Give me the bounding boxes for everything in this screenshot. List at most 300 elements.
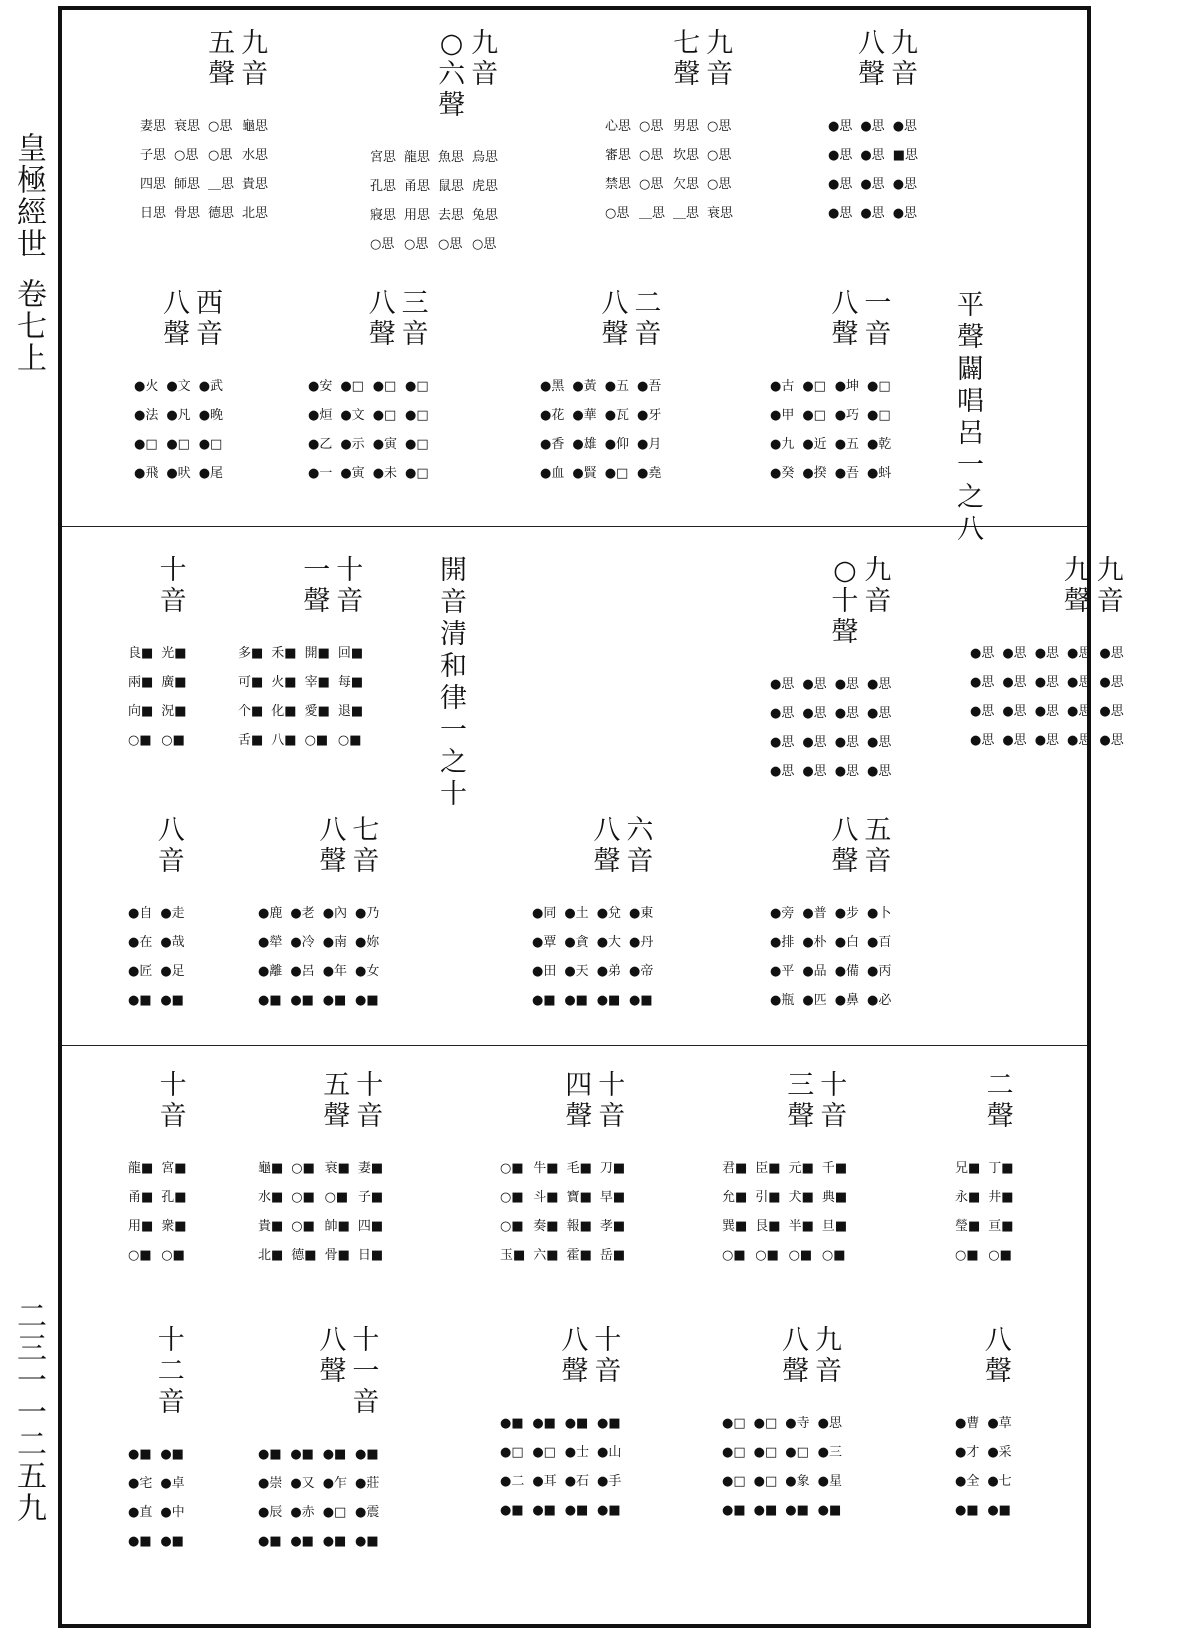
syllable-cell: 瑩■: [955, 1219, 981, 1234]
syllable-cell: 亘■: [988, 1219, 1014, 1234]
syllable-cell: ●仰: [604, 437, 630, 452]
syllable-cell: 丁■: [988, 1161, 1014, 1176]
heading-column: [831, 555, 858, 648]
cell-column: [802, 899, 826, 1015]
syllable-cell: ●□: [405, 437, 429, 452]
syllable-cell: ●五: [834, 437, 860, 452]
syllable-cell: ●一: [308, 466, 333, 481]
syllable-cell: ●思: [970, 733, 995, 748]
cell-column: [600, 1154, 625, 1270]
syllable-cell: ●□: [322, 1505, 347, 1520]
cell-column: [893, 112, 918, 228]
cell-column: [770, 670, 794, 786]
syllable-cell: ○思: [370, 237, 395, 252]
syllable-cell: ●思: [1002, 646, 1027, 661]
heading-char: 音: [820, 1101, 848, 1132]
syllable-cell: 宮思: [370, 150, 397, 165]
syllable-cell: ●思: [892, 119, 918, 134]
syllable-cell: ●年: [322, 964, 348, 979]
syllable-cell: ●賢: [572, 466, 597, 481]
heading-column: [782, 1325, 809, 1387]
syllable-cell: ●思: [802, 677, 827, 692]
syllable-cell: 八■: [271, 733, 297, 748]
syllable-cell: ●丙: [867, 964, 892, 979]
syllable-cell: ●乍: [322, 1476, 348, 1491]
syllable-cell: ●■: [322, 1447, 347, 1462]
block-heading: [120, 1325, 185, 1418]
syllable-cell: 退■: [337, 704, 364, 719]
syllable-cell: ●□: [500, 1445, 524, 1460]
block-heading: [250, 815, 379, 877]
syllable-cell: ●思: [802, 764, 827, 779]
syllable-cell: ●□: [372, 408, 397, 423]
syllable-cell: 光■: [161, 646, 187, 661]
syllable-cell: ●乙: [308, 437, 333, 452]
syllable-cell: ○思: [639, 119, 664, 134]
heading-char: 十: [159, 555, 187, 586]
syllable-cell: 龜思: [242, 119, 269, 134]
heading-char: 聲: [565, 1101, 593, 1132]
syllable-cell: ●安: [308, 379, 333, 394]
syllable-cell: ●寅: [372, 437, 398, 452]
heading-char: 八: [984, 1325, 1012, 1356]
cell-column: [208, 112, 234, 228]
syllable-cell: ●思: [1067, 704, 1092, 719]
syllable-cell: ●思: [892, 177, 918, 192]
cell-column: [867, 670, 891, 786]
heading-column: [831, 288, 858, 350]
syllable-cell: ●呂: [290, 964, 315, 979]
syllable-cell: ●普: [802, 906, 827, 921]
syllable-cell: 千■: [821, 1161, 848, 1176]
block-heading: [962, 555, 1124, 617]
heading-column: [352, 1325, 379, 1418]
syllable-cell: ●莊: [355, 1476, 380, 1491]
syllable-cell: 貴思: [242, 177, 269, 192]
syllable-cell: 衰■: [324, 1161, 350, 1176]
syllable-cell: ●思: [1067, 646, 1092, 661]
heading-char: 九: [1063, 555, 1091, 586]
tone-table-block: [947, 1325, 1012, 1525]
syllable-cell: ●平: [770, 964, 795, 979]
tone-table-block: [250, 815, 379, 1015]
syllable-cell: ●象: [785, 1474, 810, 1489]
tone-table-block: [714, 1070, 847, 1270]
heading-char: 八: [831, 815, 859, 846]
syllable-cell: ●□: [722, 1445, 746, 1460]
heading-char: 音: [1096, 586, 1124, 617]
heading-char: 十: [356, 1070, 384, 1101]
cell-column: [134, 372, 158, 488]
block-heading: [947, 1070, 1014, 1132]
cell-column: [629, 899, 653, 1015]
heading-column: [858, 28, 885, 90]
syllable-cell: ●■: [532, 1503, 556, 1518]
syllable-cell: ●辰: [258, 1505, 283, 1520]
heading-column: [820, 1070, 847, 1132]
syllable-cell: ●鹿: [258, 906, 283, 921]
syllable-cell: ●■: [564, 1503, 589, 1518]
cell-column: [533, 1154, 558, 1270]
heading-column: [438, 28, 465, 121]
cell-column: [140, 112, 166, 228]
syllable-cell: ●■: [160, 993, 184, 1008]
syllable-cell: ●■: [597, 1416, 621, 1431]
syllable-cell: ●■: [532, 993, 556, 1008]
syllable-cell: ●思: [1034, 704, 1060, 719]
syllable-cell: 向■: [128, 704, 154, 719]
syllable-cell: ●思: [770, 677, 795, 692]
syllable-cell: 六■: [533, 1248, 559, 1263]
heading-char: 音: [352, 1387, 380, 1418]
syllable-cell: ●■: [753, 1503, 778, 1518]
syllable-cell: ●貪: [564, 935, 589, 950]
syllable-cell: ●尾: [198, 466, 224, 481]
cell-column: [161, 639, 186, 755]
heading-char: 聲: [208, 59, 236, 90]
heading-column: [158, 815, 185, 877]
syllable-cell: ●百: [867, 935, 892, 950]
syllable-cell: ●□: [753, 1474, 778, 1489]
syllable-cell: ●黑: [540, 379, 565, 394]
syllable-cell: 兔思: [472, 208, 499, 223]
heading-char: 聲: [593, 846, 621, 877]
heading-char: ○: [833, 555, 857, 586]
syllable-cell: 虎思: [472, 179, 499, 194]
heading-column: [163, 288, 190, 350]
syllable-cell: 龜■: [258, 1161, 284, 1176]
heading-column: [319, 1325, 346, 1418]
syllable-cell: 龍思: [404, 150, 431, 165]
block-heading: [230, 555, 363, 617]
syllable-cell: ●東: [629, 906, 654, 921]
cell-column: [597, 899, 621, 1015]
syllable-cell: ○■: [128, 733, 152, 748]
syllable-cell: 井■: [988, 1190, 1014, 1205]
cell-column: [988, 1154, 1013, 1270]
cell-column: [722, 1154, 747, 1270]
cell-grid: [300, 372, 429, 488]
syllable-cell: 水■: [258, 1190, 284, 1205]
cell-column: [605, 112, 631, 228]
heading-char: 八: [368, 288, 396, 319]
cell-column: [987, 1409, 1011, 1525]
heading-column: [561, 1325, 588, 1387]
syllable-cell: ●■: [355, 993, 379, 1008]
syllable-cell: 兩■: [128, 675, 154, 690]
cell-column: [1099, 639, 1123, 755]
cell-column: [472, 143, 498, 259]
syllable-cell: 子思: [140, 148, 167, 163]
syllable-cell: ■思: [892, 148, 918, 163]
syllable-cell: 日■: [357, 1248, 384, 1263]
syllable-cell: 引■: [755, 1190, 781, 1205]
colophon-char: 一: [440, 715, 467, 746]
syllable-cell: 四思: [140, 177, 167, 192]
cell-column: [754, 1409, 778, 1525]
heading-char: 音: [241, 59, 269, 90]
cell-column: [323, 1440, 347, 1556]
cell-grid: [250, 899, 379, 1015]
syllable-cell: ●自: [128, 906, 153, 921]
syllable-cell: ●離: [258, 964, 283, 979]
syllable-cell: 帥■: [324, 1219, 350, 1234]
syllable-cell: 龍■: [128, 1161, 154, 1176]
heading-column: [323, 1070, 350, 1132]
syllable-cell: ●□: [802, 379, 826, 394]
heading-column: [706, 28, 733, 90]
syllable-cell: ●■: [785, 1503, 809, 1518]
heading-column: [1097, 555, 1124, 617]
syllable-cell: ●■: [258, 1447, 282, 1462]
cell-grid: [492, 1154, 625, 1270]
syllable-cell: 衰思: [174, 119, 201, 134]
syllable-cell: ●三: [817, 1445, 842, 1460]
cell-grid: [714, 1409, 842, 1525]
syllable-cell: ○■: [988, 1248, 1012, 1263]
syllable-cell: 奏■: [533, 1219, 559, 1234]
heading-char: 聲: [673, 59, 701, 90]
syllable-cell: ●思: [970, 646, 995, 661]
tone-table-block: [524, 815, 653, 1015]
syllable-cell: ●冷: [290, 935, 315, 950]
syllable-cell: ●□: [134, 437, 158, 452]
syllable-cell: 況■: [161, 704, 187, 719]
cell-grid: [762, 899, 891, 1015]
heading-char: 音: [864, 846, 892, 877]
syllable-cell: ○■: [337, 733, 362, 748]
tone-table-block: [120, 1070, 187, 1270]
heading-char: 音: [159, 586, 187, 617]
syllable-cell: 骨■: [324, 1248, 350, 1263]
syllable-cell: 刀■: [599, 1161, 626, 1176]
heading-char: 十: [159, 1070, 187, 1101]
syllable-cell: ●□: [785, 1445, 809, 1460]
syllable-cell: ○思: [639, 148, 664, 163]
heading-char: 西: [196, 288, 224, 319]
syllable-cell: 禾■: [271, 646, 297, 661]
syllable-cell: 男思: [673, 119, 700, 134]
syllable-cell: ●田: [532, 964, 557, 979]
syllable-cell: ●思: [828, 119, 853, 134]
syllable-cell: ●思: [860, 177, 885, 192]
syllable-cell: 烏思: [472, 150, 499, 165]
syllable-cell: 坎思: [673, 148, 700, 163]
syllable-cell: 每■: [337, 675, 364, 690]
syllable-cell: ●■: [290, 1447, 314, 1462]
syllable-cell: ●□: [340, 379, 364, 394]
syllable-cell: ●崇: [258, 1476, 283, 1491]
colophon-char: 清: [440, 619, 467, 650]
tone-table-block: [762, 815, 891, 1015]
syllable-cell: ●■: [128, 1534, 152, 1549]
cell-column: [308, 372, 332, 488]
syllable-cell: ●犖: [258, 935, 283, 950]
syllable-cell: ●■: [322, 993, 347, 1008]
syllable-cell: ●匹: [802, 993, 827, 1008]
syllable-cell: ●■: [128, 1447, 152, 1462]
heading-char: 十: [352, 1325, 380, 1356]
syllable-cell: ○思: [639, 177, 664, 192]
syllable-cell: ●女: [355, 964, 380, 979]
colophon-char: 律: [440, 683, 467, 714]
syllable-cell: ●思: [802, 706, 827, 721]
syllable-cell: 回■: [337, 646, 364, 661]
syllable-cell: ○■: [955, 1248, 979, 1263]
syllable-cell: ●手: [597, 1474, 622, 1489]
syllable-cell: 妻■: [357, 1161, 384, 1176]
syllable-cell: ●步: [834, 906, 860, 921]
syllable-cell: ○思: [208, 119, 233, 134]
syllable-cell: ○■: [821, 1248, 846, 1263]
syllable-cell: ●法: [134, 408, 159, 423]
syllable-cell: ●全: [955, 1474, 980, 1489]
block-heading: [492, 1070, 625, 1132]
cell-column: [1067, 639, 1091, 755]
cell-grid: [250, 1154, 383, 1270]
heading-char: 音: [634, 319, 662, 350]
syllable-cell: 毛■: [566, 1161, 592, 1176]
cell-column: [500, 1154, 525, 1270]
syllable-cell: 孝■: [599, 1219, 626, 1234]
syllable-cell: ●■: [955, 1503, 979, 1518]
syllable-cell: ●□: [198, 437, 223, 452]
cell-column: [597, 1409, 621, 1525]
heading-char: 音: [706, 59, 734, 90]
cell-column: [355, 1440, 379, 1556]
syllable-cell: ＿思: [673, 206, 700, 221]
syllable-cell: ●思: [834, 677, 860, 692]
colophon-char: 聲: [957, 322, 984, 353]
heading-char: 聲: [303, 586, 331, 617]
syllable-cell: ●思: [828, 148, 853, 163]
syllable-cell: ●■: [597, 1503, 621, 1518]
block-heading: [524, 815, 653, 877]
syllable-cell: ●■: [258, 993, 282, 1008]
cell-column: [532, 1409, 556, 1525]
cell-column: [637, 372, 661, 488]
heading-column: [864, 815, 891, 877]
syllable-cell: ●南: [322, 935, 348, 950]
syllable-cell: 廣■: [161, 675, 187, 690]
syllable-cell: ○思: [472, 237, 497, 252]
syllable-cell: ●烜: [308, 408, 333, 423]
heading-char: 音: [336, 586, 364, 617]
syllable-cell: ●旁: [770, 906, 795, 921]
cell-column: [970, 639, 994, 755]
cell-grid: [230, 639, 363, 755]
tone-table-block: [597, 28, 733, 228]
heading-char: 一: [864, 288, 892, 319]
syllable-cell: 典■: [821, 1190, 848, 1205]
block-heading: [714, 1070, 847, 1132]
section-divider: [62, 526, 1087, 527]
heading-char: 音: [864, 319, 892, 350]
heading-char: 十: [336, 555, 364, 586]
colophon-top: [957, 290, 984, 546]
tone-table-block: [120, 1325, 185, 1556]
syllable-cell: ●黃: [572, 379, 597, 394]
syllable-cell: ●思: [834, 706, 860, 721]
block-heading: [492, 1325, 621, 1387]
heading-column: [160, 1070, 187, 1132]
heading-char: 音: [356, 1101, 384, 1132]
block-heading: [762, 288, 891, 350]
tone-table-block: [132, 28, 268, 228]
heading-char: 聲: [787, 1101, 815, 1132]
cell-grid: [120, 899, 185, 1015]
cell-column: [755, 1154, 780, 1270]
syllable-cell: ●■: [500, 1503, 524, 1518]
syllable-cell: 報■: [566, 1219, 592, 1234]
heading-char: 三: [787, 1070, 815, 1101]
syllable-cell: 寢思: [370, 208, 397, 223]
syllable-cell: ●飛: [134, 466, 159, 481]
syllable-cell: 良■: [128, 646, 154, 661]
heading-char: 聲: [984, 1356, 1012, 1387]
heading-column: [158, 1325, 185, 1418]
tone-table-block: [120, 815, 185, 1015]
syllable-cell: ●武: [198, 379, 224, 394]
heading-char: 聲: [561, 1356, 589, 1387]
syllable-cell: 早■: [599, 1190, 626, 1205]
syllable-cell: 霍■: [566, 1248, 592, 1263]
heading-column: [831, 815, 858, 877]
cell-column: [161, 1154, 186, 1270]
heading-char: 六: [438, 59, 466, 90]
cell-column: [785, 1409, 809, 1525]
cell-grid: [120, 1440, 185, 1556]
heading-char: 六: [626, 815, 654, 846]
syllable-cell: ●□: [722, 1474, 746, 1489]
syllable-cell: ●卓: [160, 1476, 185, 1491]
syllable-cell: 水思: [242, 148, 269, 163]
heading-char: 九: [890, 28, 918, 59]
colophon-char: 十: [440, 779, 467, 810]
syllable-cell: ●卜: [867, 906, 892, 921]
cell-column: [955, 1409, 979, 1525]
syllable-cell: 四■: [357, 1219, 384, 1234]
syllable-cell: ●□: [867, 379, 891, 394]
heading-char: 一: [352, 1356, 380, 1387]
syllable-cell: ○思: [174, 148, 199, 163]
syllable-cell: 允■: [722, 1190, 748, 1205]
block-heading: [714, 1325, 842, 1387]
syllable-cell: ●示: [340, 437, 365, 452]
colophon-char: 和: [440, 651, 467, 682]
syllable-cell: ●赤: [290, 1505, 315, 1520]
syllable-cell: ●走: [160, 906, 185, 921]
syllable-cell: ●凡: [166, 408, 191, 423]
syllable-cell: 君■: [722, 1161, 748, 1176]
syllable-cell: ●甲: [770, 408, 795, 423]
syllable-cell: ●□: [753, 1445, 778, 1460]
cell-grid: [714, 1154, 847, 1270]
syllable-cell: 貴■: [258, 1219, 284, 1234]
heading-char: 音: [157, 1387, 185, 1418]
syllable-cell: 魚思: [438, 150, 465, 165]
syllable-cell: ●天: [564, 964, 589, 979]
heading-char: 聲: [831, 617, 859, 648]
syllable-cell: ○■: [755, 1248, 779, 1263]
cell-grid: [126, 372, 223, 488]
syllable-cell: ●■: [290, 993, 314, 1008]
tone-table-block: [250, 1325, 379, 1556]
syllable-cell: ●思: [1034, 646, 1060, 661]
cell-grid: [820, 112, 918, 228]
syllable-cell: 甬思: [404, 179, 431, 194]
syllable-cell: ●哉: [160, 935, 185, 950]
